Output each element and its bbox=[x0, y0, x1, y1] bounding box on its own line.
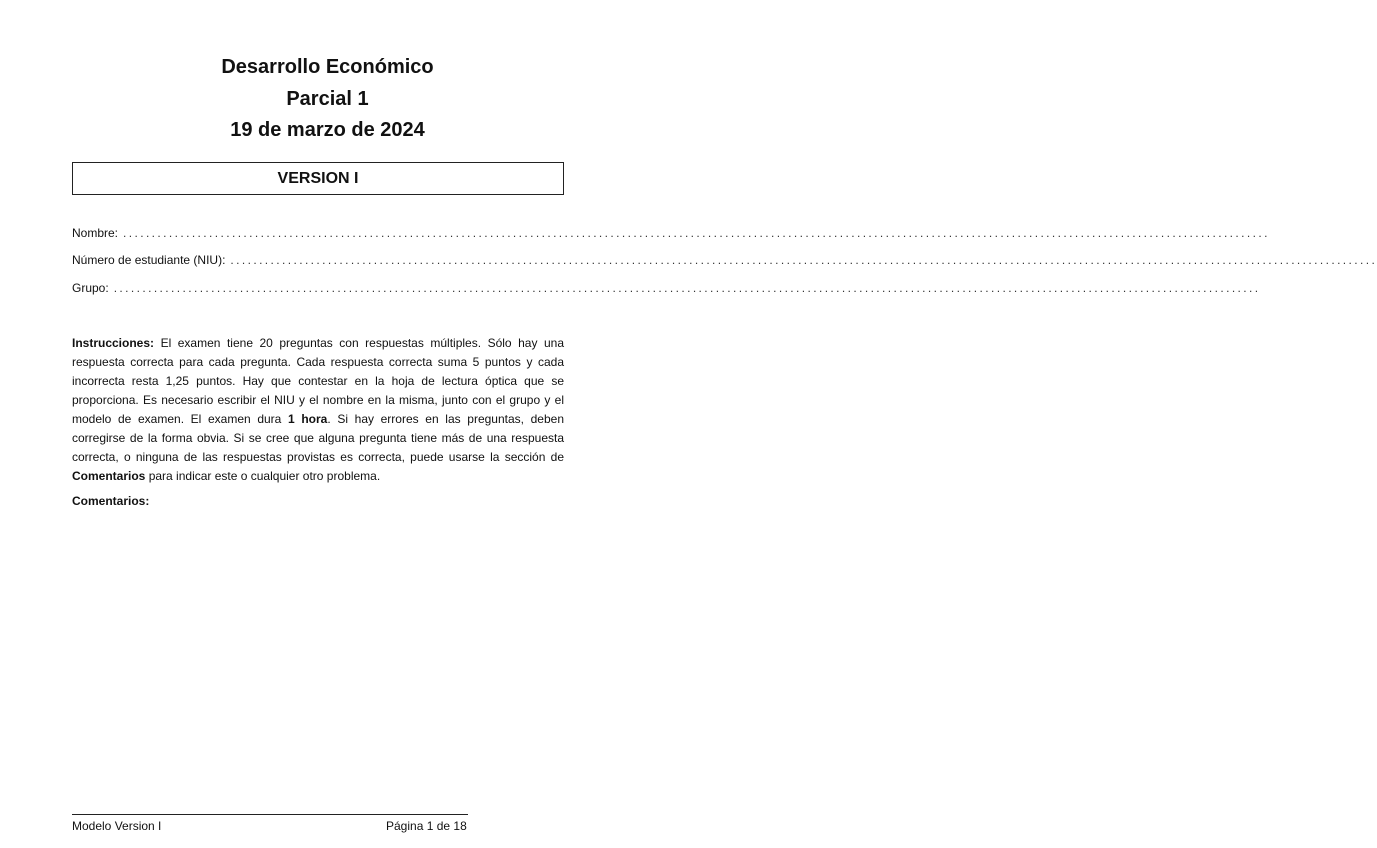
name-field-row bbox=[72, 225, 1270, 241]
exam-duration: 1 hora bbox=[288, 412, 328, 426]
instructions-heading: Instrucciones: bbox=[72, 336, 155, 350]
group-field-row bbox=[72, 280, 1261, 296]
version-label: VERSION I bbox=[277, 169, 359, 187]
footer-page-number: Página 1 de 18 bbox=[386, 819, 467, 833]
instructions-paragraph bbox=[72, 334, 564, 486]
version-box bbox=[72, 162, 564, 195]
exam-date: 19 de marzo de 2024 bbox=[230, 119, 425, 141]
course-title: Desarrollo Económico bbox=[221, 56, 434, 78]
instructions-text-3: para indicar este o cualquier otro problema. bbox=[148, 469, 381, 483]
comments-label: Comentarios: bbox=[72, 494, 150, 508]
footer-divider bbox=[72, 814, 468, 815]
name-label: Nombre: bbox=[72, 226, 119, 240]
name-fill-line: ........................................................................................................................................................................................................ bbox=[123, 226, 1270, 240]
niu-field-row bbox=[72, 252, 1377, 268]
exam-title: Parcial 1 bbox=[286, 88, 369, 110]
footer-model: Modelo Version I bbox=[72, 819, 162, 833]
group-fill-line: ........................................................................................................................................................................................................ bbox=[113, 281, 1261, 295]
group-label: Grupo: bbox=[72, 281, 109, 295]
instructions-text-1: El examen tiene 20 preguntas con respuestas múltiples. Sólo hay una respuesta correcta para cada pregunta. Cada respuesta correcta suma 5 puntos y cada incorrecta resta 1,25 puntos. Hay que contestar en la hoja de lectura óptica que se proporciona. Es necesario escribir el NIU y el nombre en la misma, junto con el grupo y el modelo de examen. El examen dura bbox=[72, 336, 564, 426]
niu-fill-line: ........................................................................................................................................................................................................ bbox=[230, 253, 1377, 267]
comments-reference: Comentarios bbox=[72, 469, 146, 483]
niu-label: Número de estudiante (NIU): bbox=[72, 253, 226, 267]
instructions-text-2: . Si hay errores en las preguntas, deben corregirse de la forma obvia. Si se cree que alguna pregunta tiene más de una respuesta correcta, o ninguna de las respuestas provistas es correcta, puede usarse la sección de bbox=[72, 412, 565, 464]
